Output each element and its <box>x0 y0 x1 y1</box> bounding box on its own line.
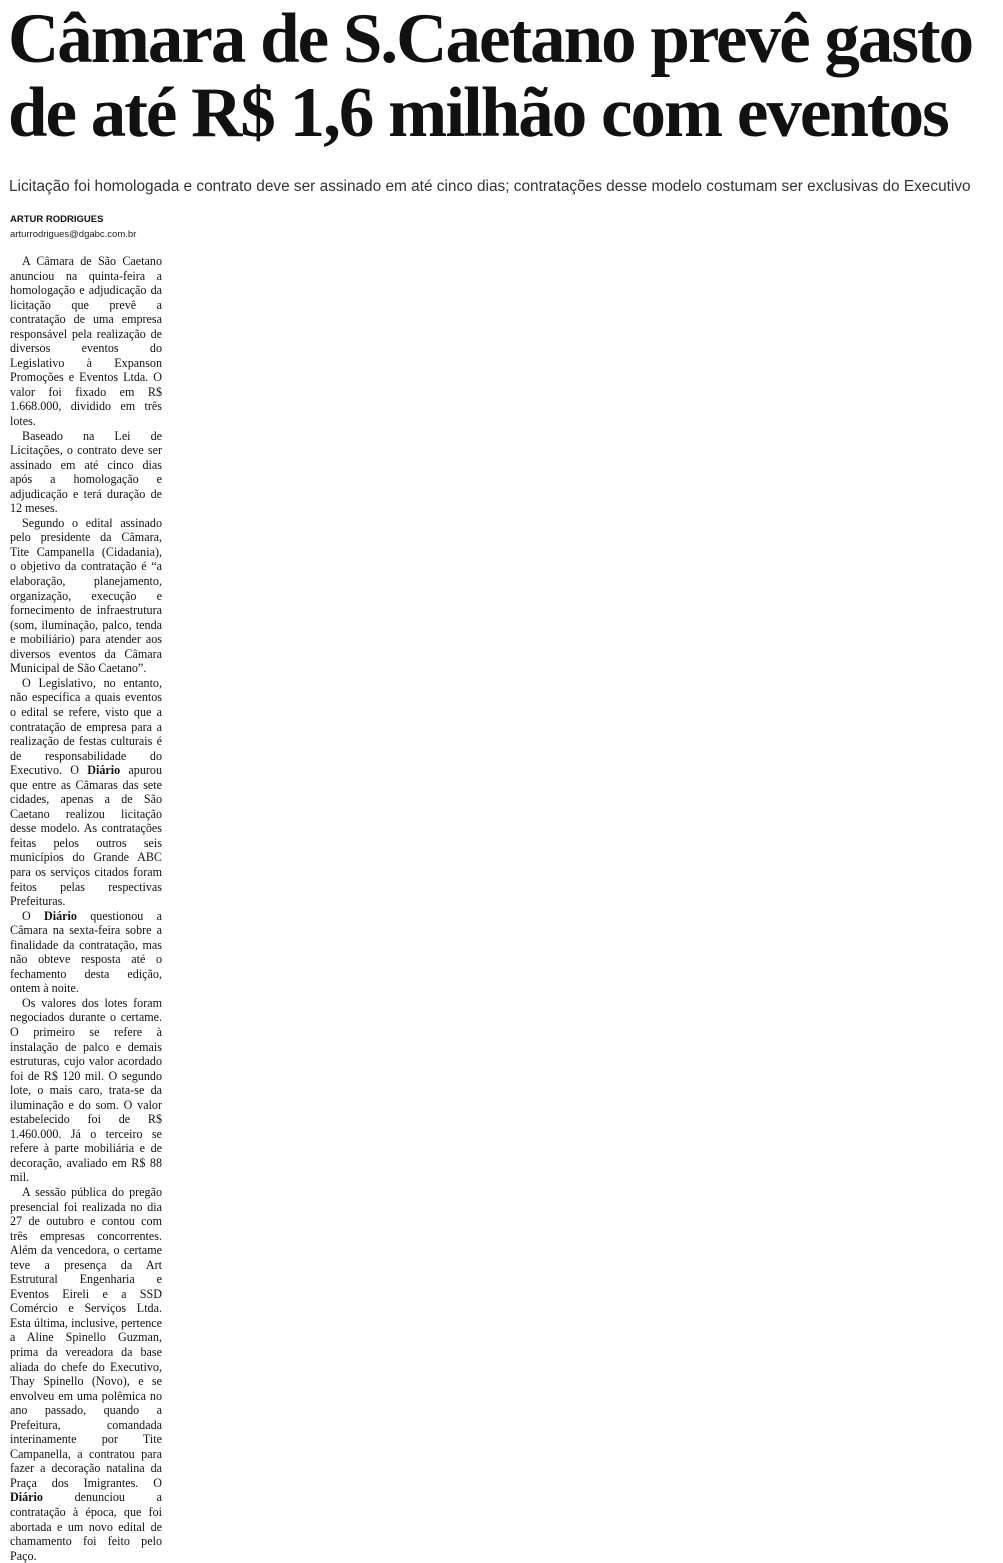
paragraph-5-text-b: questionou a Câmara na sexta-feira sobre a finalidade da contratação, mas não obteve resposta até o fechamento desta edição, ontem à noite. <box>10 908 162 996</box>
paragraph-4-text-a: O Legislativo, no entanto, não especifica a quais eventos o edital se refere, visto que a contratação de empresa para a realização de festas culturais é de responsabilidade do Executivo. O <box>10 675 162 778</box>
paragraph-2: Baseado na Lei de Licitações, o contrato deve ser assinado em até cinco dias após a homologação e adjudicação e terá duração de 12 meses. <box>10 428 162 516</box>
newspaper-name: Diário <box>87 763 121 778</box>
paragraph-7-text-b: denunciou a contratação à época, que foi abortada e um novo edital de chamamento foi feito pelo Paço. <box>10 1490 162 1563</box>
paragraph-1: A Câmara de São Caetano anunciou na quinta-feira a homologação e adjudicação da licitação que prevê a contratação de uma empresa responsável pela realização de diversos eventos do Legislativo à Expanson Promoções e Eventos Ltda. O valor foi fixado em R$ 1.668.000, dividido em três lotes. <box>10 254 162 429</box>
paragraph-7 <box>10 1185 162 1563</box>
paragraph-7-text-a: A sessão pública do pregão presencial foi realizada no dia 27 de outubro e contou com três empresas concorrentes. Além da vencedora, o certame teve a presença da Art Estrutural Engenharia e Eventos Eireli e a SSD Comércio e Serviços Ltda. Esta última, inclusive, pertence a Aline Spinello Guzman, prima da vereadora da base aliada do chefe do Executivo, Thay Spinello (Novo), e se envolveu em uma polêmica no ano passado, quando a Prefeitura, comandada interinamente por Tite Campanella, a contratou para fazer a decoração natalina da Praça dos Imigrantes. O <box>10 1185 162 1490</box>
paragraph-5-text-a: O <box>22 908 45 923</box>
headline-line-1: Câmara de S.Caetano prevê gasto <box>8 0 973 78</box>
headline <box>8 2 998 150</box>
newspaper-name: Diário <box>44 908 77 923</box>
headline-line-2: de até R$ 1,6 milhão com eventos <box>8 74 948 152</box>
newspaper-name: Diário <box>10 1490 43 1505</box>
paragraph-4-text-b: apurou que entre as Câmaras das sete cidades, apenas a de São Caetano realizou licitação desse modelo. As contratações feitas pelos outros seis municípios do Grande ABC para os serviços citados foram feitos pelas respectivas Prefeituras. <box>10 763 163 909</box>
author-name: ARTUR RODRIGUES <box>10 214 104 225</box>
paragraph-4 <box>10 676 162 909</box>
paragraph-6: Os valores dos lotes foram negociados durante o certame. O primeiro se refere à instalação de palco e demais estruturas, cujo valor acordado foi de R$ 120 mil. O segundo lote, o mais caro, trata-se da iluminação e do som. O valor estabelecido foi de R$ 1.460.000. Já o terceiro se refere à parte mobiliária e de decoração, avaliado em R$ 88 mil. <box>10 995 162 1185</box>
paragraph-5 <box>10 909 162 996</box>
author-email[interactable]: arturrodrigues@dgabc.com.br <box>10 229 137 240</box>
paragraph-3: Segundo o edital assinado pelo presidente da Câmara, Tite Campanella (Cidadania), o objetivo da contratação é “a elaboração, planejamento, organização, execução e fornecimento de infraestrutura (som, iluminação, palco, tenda e mobiliário) para atender aos diversos eventos da Câmara Municipal de São Caetano”. <box>10 515 162 676</box>
article-body <box>10 254 162 1563</box>
subtitle: Licitação foi homologada e contrato deve ser assinado em até cinco dias; contratações desse modelo costumam ser exclusivas do Executivo <box>9 178 971 195</box>
